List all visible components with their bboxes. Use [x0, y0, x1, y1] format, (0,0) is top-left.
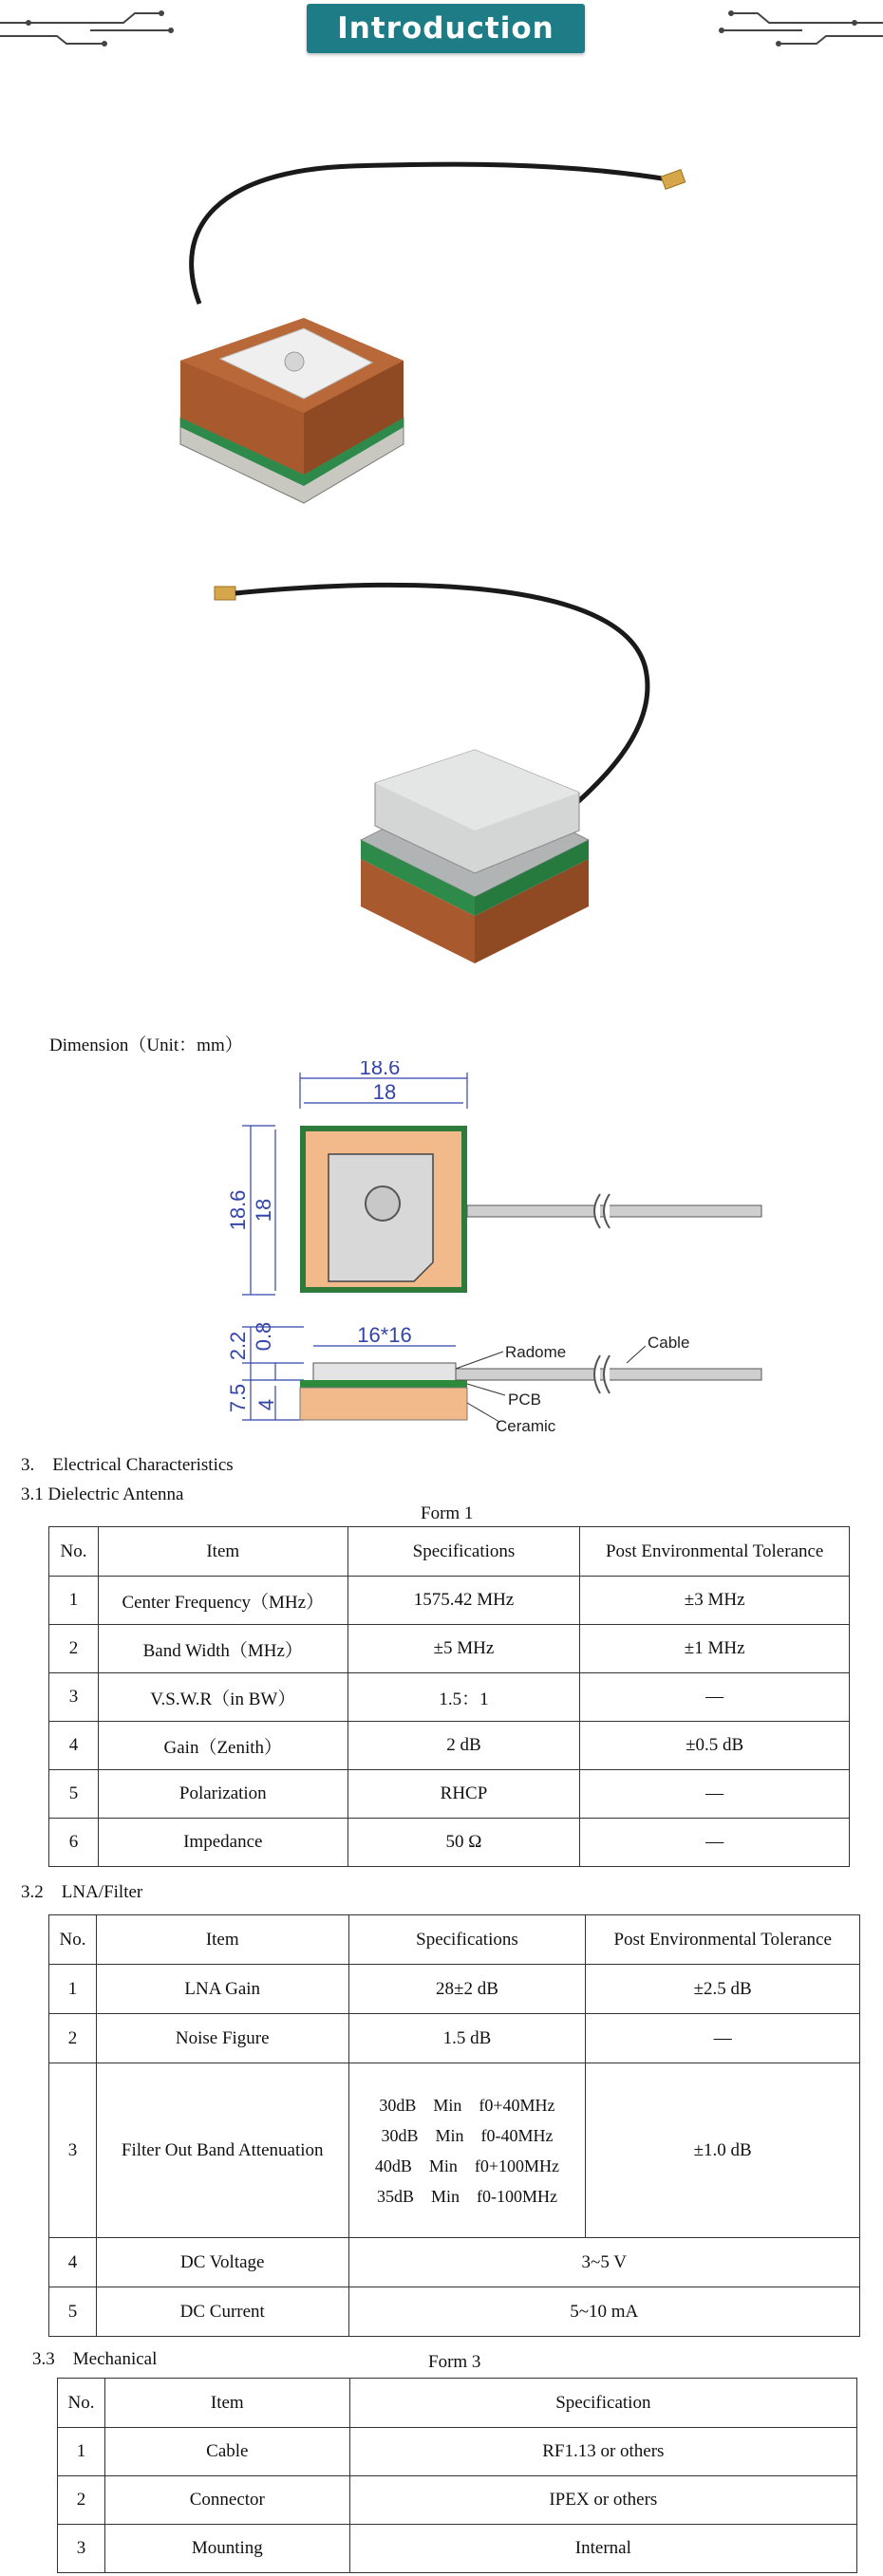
- table-row: [49, 1819, 850, 1867]
- table-row: [49, 2287, 860, 2337]
- table-row: [58, 2525, 857, 2573]
- dim-patch: 16*16: [357, 1323, 412, 1347]
- cell: 4: [49, 2238, 97, 2287]
- header-cell: No.: [58, 2379, 105, 2428]
- cell: LNA Gain: [96, 1965, 348, 2014]
- cell: ±1.0 dB: [586, 2063, 860, 2238]
- dim-height-inner: 18: [252, 1198, 275, 1223]
- cell: Polarization: [98, 1770, 348, 1819]
- table-row: [49, 2014, 860, 2063]
- table-header-row: [58, 2379, 857, 2428]
- section-3-2-title: 3.2 LNA/Filter: [21, 1882, 143, 1902]
- intro-banner: Introduction: [307, 4, 585, 53]
- form1-caption: Form 1: [421, 1503, 474, 1523]
- table-header-row: [49, 1915, 860, 1965]
- dimension-heading: Dimension（Unit：mm）: [49, 1036, 243, 1055]
- header-cell: Item: [104, 2379, 349, 2428]
- cell: Mounting: [104, 2525, 349, 2573]
- table-header-row: [49, 1527, 850, 1577]
- cell: 28±2 dB: [348, 1965, 586, 2014]
- cell: Cable: [104, 2428, 349, 2476]
- cell: Noise Figure: [96, 2014, 348, 2063]
- cell: 5: [49, 2287, 97, 2337]
- cell: IPEX or others: [349, 2476, 856, 2525]
- filter-line: 35dB Min f0-100MHz: [376, 2186, 557, 2206]
- circuit-decoration-right: [712, 9, 883, 47]
- header-cell: Specifications: [348, 1527, 580, 1577]
- dim-t2: 0.8: [252, 1321, 275, 1352]
- filter-line: 30dB Min f0+40MHz: [379, 2095, 555, 2115]
- cell: Internal: [349, 2525, 856, 2573]
- cell: 3~5 V: [348, 2238, 859, 2287]
- form3-caption: Form 3: [428, 2352, 481, 2372]
- cell: 1: [58, 2428, 105, 2476]
- cell: 1575.42 MHz: [348, 1577, 580, 1625]
- cell: Connector: [104, 2476, 349, 2525]
- filter-line: 30dB Min f0-40MHz: [381, 2125, 554, 2145]
- table-row: [49, 2238, 860, 2287]
- cell: ±2.5 dB: [586, 1965, 860, 2014]
- cell: RHCP: [348, 1770, 580, 1819]
- form1-table: [48, 1526, 850, 1867]
- cell: ±3 MHz: [580, 1577, 850, 1625]
- header-cell: Specification: [349, 2379, 856, 2428]
- cell: 2 dB: [348, 1722, 580, 1770]
- header-cell: Specifications: [348, 1915, 586, 1965]
- table-row: [49, 1673, 850, 1722]
- cell: Gain（Zenith）: [98, 1722, 348, 1770]
- table-row: [58, 2428, 857, 2476]
- cell: ±5 MHz: [348, 1625, 580, 1673]
- cell: 1: [49, 1965, 97, 2014]
- cell: ±0.5 dB: [580, 1722, 850, 1770]
- antenna-photo-ceramic: [161, 142, 712, 541]
- cell: Center Frequency（MHz）: [98, 1577, 348, 1625]
- cell: —: [580, 1673, 850, 1722]
- cell: 3: [49, 1673, 99, 1722]
- dim-t3: 7.5: [226, 1383, 250, 1413]
- cell: 6: [49, 1819, 99, 1867]
- cell: V.S.W.R（in BW）: [98, 1673, 348, 1722]
- filter-line: 40dB Min f0+100MHz: [374, 2156, 560, 2175]
- cell: 3: [49, 2063, 97, 2238]
- circuit-decoration-left: [0, 9, 304, 47]
- antenna-photo-shield: [190, 555, 684, 973]
- cell: Impedance: [98, 1819, 348, 1867]
- dim-height-outer: 18.6: [226, 1189, 250, 1231]
- cell: 1.5：1: [348, 1673, 580, 1722]
- section-3-title: 3. Electrical Characteristics: [21, 1455, 234, 1475]
- cell: 2: [49, 2014, 97, 2063]
- header-cell: Post Environmental Tolerance: [580, 1527, 850, 1577]
- table-row: [49, 1625, 850, 1673]
- cell: 1: [49, 1577, 99, 1625]
- dim-t1: 2.2: [226, 1331, 250, 1361]
- cell: 2: [58, 2476, 105, 2525]
- table-row: [49, 1770, 850, 1819]
- header-cell: No.: [49, 1527, 99, 1577]
- section-3-3-title: 3.3 Mechanical: [32, 2349, 158, 2369]
- form3-table: [57, 2378, 857, 2573]
- table-row: [58, 2476, 857, 2525]
- cell: —: [586, 2014, 860, 2063]
- cell: 1.5 dB: [348, 2014, 586, 2063]
- filter-spec-cell: [348, 2063, 586, 2238]
- label-cable: Cable: [648, 1334, 690, 1352]
- dimension-drawing: [218, 1061, 788, 1441]
- label-ceramic: Ceramic: [496, 1417, 556, 1435]
- cell: DC Current: [96, 2287, 348, 2337]
- table-row: [49, 1577, 850, 1625]
- cell: 5~10 mA: [348, 2287, 859, 2337]
- cell: 50 Ω: [348, 1819, 580, 1867]
- dim-width-inner: 18: [372, 1080, 397, 1104]
- header-cell: Item: [96, 1915, 348, 1965]
- table-row: [49, 1965, 860, 2014]
- header-cell: Post Environmental Tolerance: [586, 1915, 860, 1965]
- cell: 4: [49, 1722, 99, 1770]
- cell: —: [580, 1819, 850, 1867]
- section-3-1-title: 3.1 Dielectric Antenna: [21, 1484, 184, 1504]
- label-radome: Radome: [505, 1343, 567, 1361]
- header-cell: No.: [49, 1915, 97, 1965]
- cell: ±1 MHz: [580, 1625, 850, 1673]
- cell: —: [580, 1770, 850, 1819]
- cell: 5: [49, 1770, 99, 1819]
- cell: DC Voltage: [96, 2238, 348, 2287]
- cell: Filter Out Band Attenuation: [96, 2063, 348, 2238]
- header-cell: Item: [98, 1527, 348, 1577]
- dim-t4: 4: [254, 1398, 278, 1411]
- label-pcb: PCB: [508, 1391, 541, 1409]
- form2-table: [48, 1914, 860, 2337]
- table-row: [49, 2063, 860, 2238]
- dim-width-outer: 18.6: [359, 1061, 401, 1079]
- cell: 2: [49, 1625, 99, 1673]
- cell: 3: [58, 2525, 105, 2573]
- table-row: [49, 1722, 850, 1770]
- cell: RF1.13 or others: [349, 2428, 856, 2476]
- cell: Band Width（MHz）: [98, 1625, 348, 1673]
